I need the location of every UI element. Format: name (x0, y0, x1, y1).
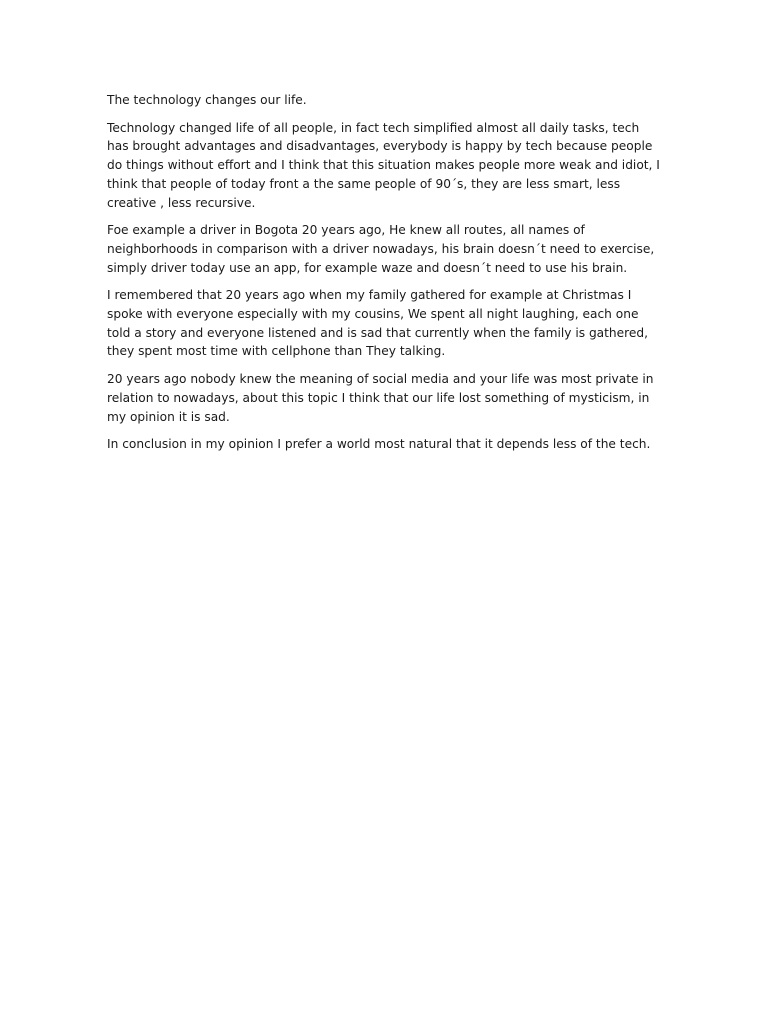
paragraph-3: I remembered that 20 years ago when my family gathered for example at Christmas I spoke with everyone especially with my cousins, We spent all night laughing, each one told a story and everyone listened and is sad that currently when the family is gathered, they spent most time with cellphone than They talking. (107, 288, 648, 359)
paragraph-2: Foe example a driver in Bogota 20 years ago, He knew all routes, all names of neighborhoods in comparison with a driver nowadays, his brain doesn´t need to exercise, simply driver today use an app, for example waze and doesn´t need to use his brain. (107, 223, 655, 275)
paragraph-1: Technology changed life of all people, in fact tech simplified almost all daily tasks, tech has brought advantages and disadvantages, everybody is happy by tech because people do things without effort and I think that this situation makes people more weak and idiot, I think that people of today front a the same people of 90´s, they are less smart, less creative , less recursive. (107, 120, 660, 210)
paragraph-4: 20 years ago nobody knew the meaning of social media and your life was most private in relation to nowadays, about this topic I think that our life lost something of mysticism, in my opinion it is sad. (107, 372, 654, 424)
document-body (107, 91, 663, 463)
document-title: The technology changes our life. (107, 93, 307, 107)
paragraph-5: In conclusion in my opinion I prefer a world most natural that it depends less of the tech. (107, 437, 651, 452)
